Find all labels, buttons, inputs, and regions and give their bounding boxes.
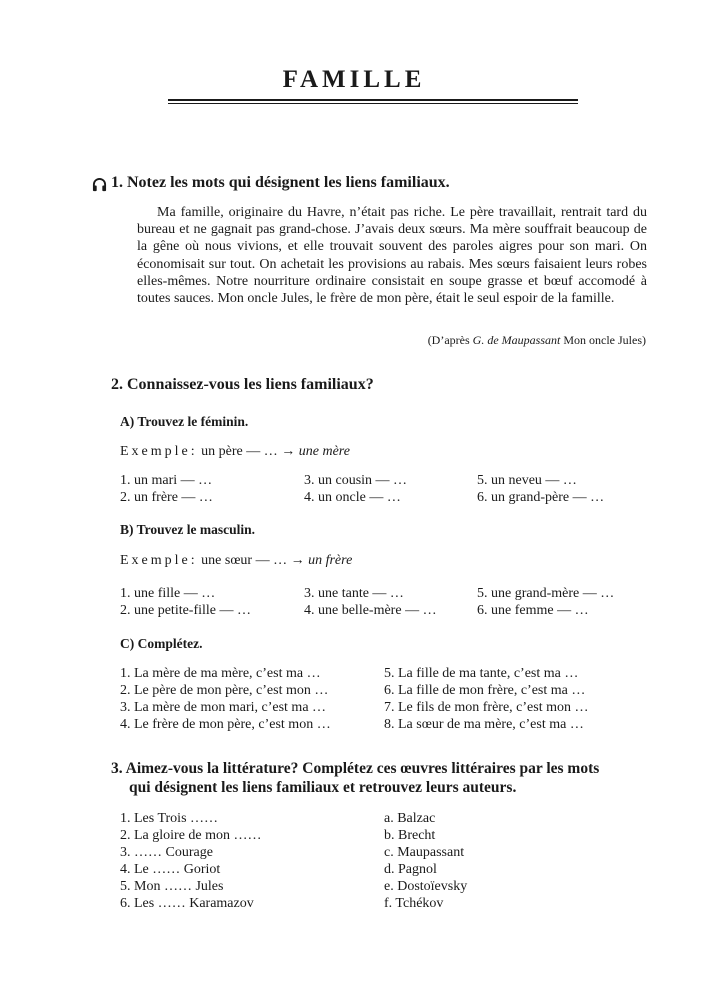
citation-prefix: (D’après [427,333,473,347]
example-label: Exemple: [120,444,198,459]
exercise-1-heading: 1. Notez les mots qui désignent les liens familiaux. [111,174,450,191]
exercise-2b-item: 3. une tante — … [304,586,404,601]
example-label: Exemple: [120,553,198,568]
exercise-2c-item: 2. Le père de mon père, c’est mon … [120,683,329,698]
exercise-2a-item: 6. un grand-père — … [477,490,605,505]
citation-work: Mon oncle Jules) [560,333,646,347]
exercise-2-heading: 2. Connaissez-vous les liens familiaux? [111,376,374,393]
work-item: 4. Le …… Goriot [120,862,221,877]
citation-author: G. de Maupassant [472,333,561,347]
title-rule-thin [168,103,578,104]
example-answer: un frère [308,553,353,568]
author-item: d. Pagnol [384,862,437,877]
example-text: un père — … → [197,444,296,459]
work-item: 5. Mon …… Jules [120,879,224,894]
exercise-2b-item: 4. une belle-mère — … [304,603,437,618]
exercise-2b-item: 6. une femme — … [477,603,589,618]
passage-paragraph: Ma famille, originaire du Havre, n’était pas riche. Le père travaillait, rentrait tard du bureau et ne gagnait pas grand-chose. J’avais deux sœurs. Ma mère souffrait beaucoup de la gêne où nous vivions, et elle trouvait souvent des paroles aigres pour son mari. On économisait sur tout. On achetait les provisions au rabais. Mes sœurs faisaient leurs robes elles-mêmes. Notre nourriture ordinaire consistait en soupe grasse et bœuf accomodé à toutes sauces. Mon oncle Jules, le frère de mon père, était le seul espoir de la famille. [137,205,647,307]
example-text: une sœur — … → [197,553,305,568]
work-item: 1. Les Trois …… [120,811,219,826]
headphones-icon [92,177,107,192]
exercise-2b-example [120,553,352,569]
citation [428,333,646,348]
exercise-2c-item: 6. La fille de mon frère, c’est ma … [384,683,586,698]
exercise-2a-item: 5. un neveu — … [477,473,577,488]
exercise-2a-item: 1. un mari — … [120,473,213,488]
exercise-2b-item: 2. une petite-fille — … [120,603,252,618]
work-item: 6. Les …… Karamazov [120,896,254,911]
exercise-3-heading-line2: qui désignent les liens familiaux et retrouvez leurs auteurs. [129,779,517,796]
exercise-2a-item: 4. un oncle — … [304,490,401,505]
exercise-2c-item: 5. La fille de ma tante, c’est ma … [384,666,579,681]
title-rule-thick [168,99,578,101]
exercise-2c-title: C) Complétez. [120,636,203,651]
author-item: b. Brecht [384,828,436,843]
exercise-2c-item: 8. La sœur de ma mère, c’est ma … [384,717,584,732]
exercise-2a-title: A) Trouvez le féminin. [120,414,249,429]
exercise-2b-item: 5. une grand-mère — … [477,586,615,601]
exercise-1-text [137,204,647,307]
exercise-2c-item: 1. La mère de ma mère, c’est ma … [120,666,321,681]
author-item: a. Balzac [384,811,436,826]
exercise-3-heading-line1: 3. Aimez-vous la littérature? Complétez ces œuvres littéraires par les mots [111,760,600,777]
exercise-2a-item: 2. un frère — … [120,490,213,505]
exercise-2a-item: 3. un cousin — … [304,473,408,488]
author-item: f. Tchékov [384,896,444,911]
example-answer: une mère [298,444,350,459]
work-item: 3. …… Courage [120,845,213,860]
exercise-2c-item: 4. Le frère de mon père, c’est mon … [120,717,331,732]
exercise-2a-example [120,444,350,460]
author-item: e. Dostoïevsky [384,879,468,894]
exercise-2c-item: 7. Le fils de mon frère, c’est mon … [384,700,589,715]
page-title: FAMILLE [282,66,426,93]
exercise-2c-item: 3. La mère de mon mari, c’est ma … [120,700,327,715]
exercise-2b-title: B) Trouvez le masculin. [120,522,255,537]
author-item: c. Maupassant [384,845,465,860]
work-item: 2. La gloire de mon …… [120,828,262,843]
exercise-2b-item: 1. une fille — … [120,586,216,601]
